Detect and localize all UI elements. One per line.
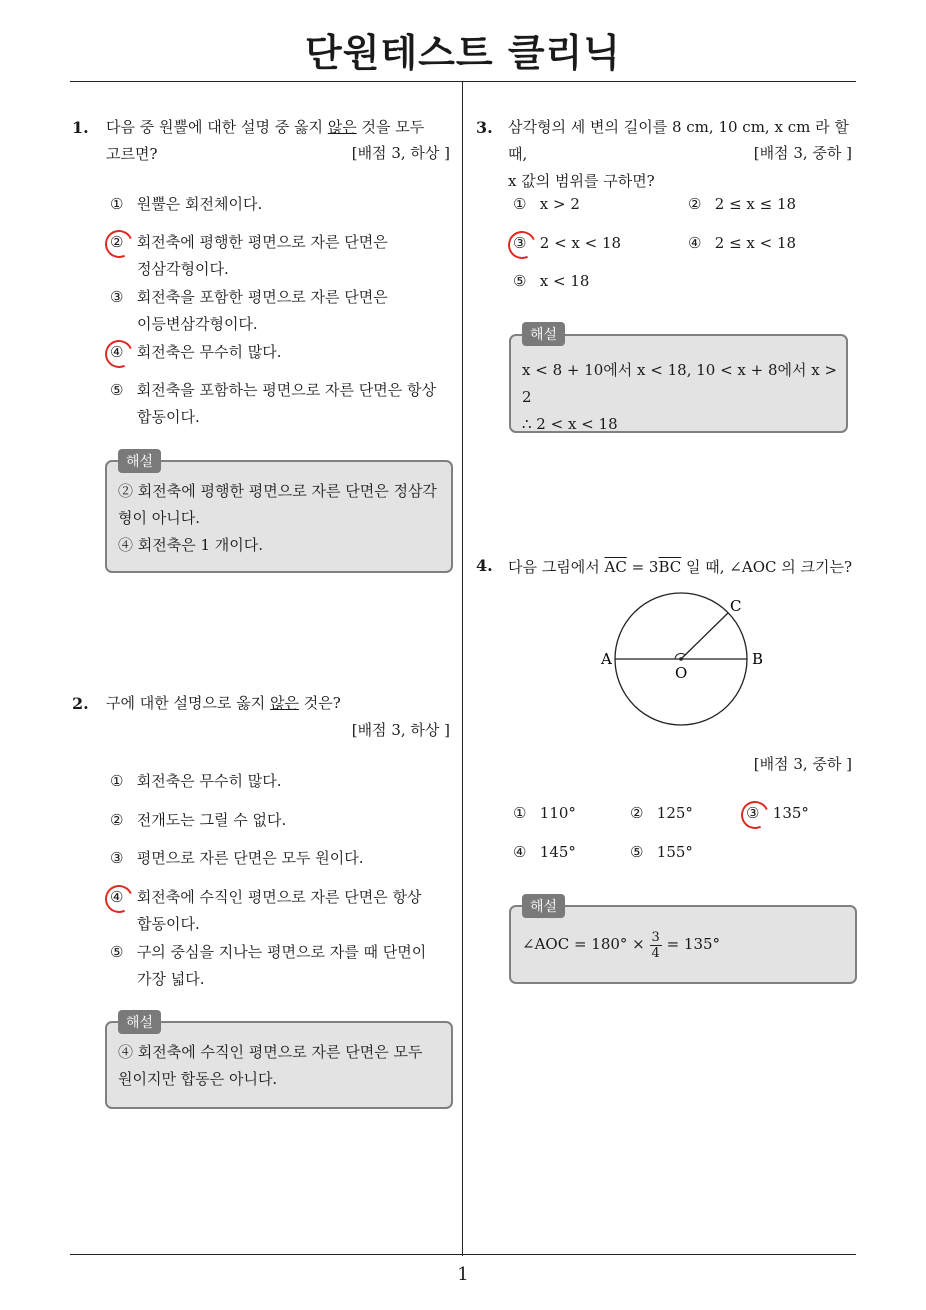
q1-text-pre: 다음 중 원뿔에 대한 설명 중 옳지: [106, 118, 328, 136]
q1-option-1-text: 원뿔은 회전체이다.: [136, 195, 263, 213]
q1-score: [배점 3, 하상 ]: [351, 144, 450, 162]
q4-option-3-text: 135°: [772, 804, 809, 822]
q2-option-3-text: 평면으로 자른 단면은 모두 원이다.: [136, 849, 364, 867]
q4-option-4-mark: ④: [513, 843, 527, 861]
q2-explanation-label: 해설: [118, 1010, 161, 1034]
q2-text-underlined: 않은: [269, 694, 299, 712]
label-a: A: [601, 650, 612, 668]
q4-option-1-text: 110°: [539, 804, 576, 822]
q4-text-eq: = 3: [626, 558, 659, 576]
q1-option-3-mark: ③: [110, 288, 124, 306]
q4-explanation-pre: ∠AOC = 180° ×: [522, 935, 650, 953]
q2-option-2-text: 전개도는 그릴 수 없다.: [136, 811, 287, 829]
q3-explanation-line-2: ∴ 2 < x < 18: [522, 415, 618, 433]
q2-text-pre: 구에 대한 설명으로 옳지: [106, 694, 270, 712]
q3-explanation-label: 해설: [522, 322, 565, 346]
q4-option-2[interactable]: [630, 800, 693, 827]
q3-option-4-text: 2 ≤ x < 18: [714, 234, 797, 252]
q3-option-4[interactable]: [688, 230, 796, 257]
q1-explanation-line-1: ② 회전축에 평행한 평면으로 자른 단면은 정삼각: [118, 482, 437, 500]
q4-arc-ac: $\overline{AC}$: [604, 558, 627, 576]
q4-option-2-mark: ②: [630, 804, 644, 822]
radius-oc: [681, 613, 728, 659]
q4-option-4[interactable]: [513, 839, 576, 866]
q1-option-2[interactable]: [110, 229, 388, 283]
q2-explanation-text: [118, 1039, 448, 1093]
q2-option-1[interactable]: [110, 768, 282, 795]
q3-explanation-text: [522, 357, 842, 438]
q1-text-post: 것을 모두: [356, 118, 425, 136]
q3-text-line2: x 값의 범위를 구하면?: [508, 172, 655, 190]
q1-text-line2: 고르면?: [106, 145, 158, 163]
q2-option-3-mark: ③: [110, 849, 124, 867]
label-b: B: [752, 650, 764, 668]
q1-option-5[interactable]: [110, 377, 436, 431]
q4-arc-bc: $\overline{BC}$: [658, 558, 682, 576]
q3-option-5[interactable]: [513, 268, 589, 295]
q2-option-5-text: 구의 중심을 지나는 평면으로 자를 때 단면이: [136, 943, 427, 961]
q2-option-1-text: 회전축은 무수히 많다.: [136, 772, 282, 790]
q2-option-4-mark: ④: [110, 888, 124, 906]
q4-explanation-fraction: [650, 930, 662, 961]
q3-option-4-mark: ④: [688, 234, 702, 252]
page-number: 1: [457, 1264, 469, 1285]
q3-option-3-mark: ③: [513, 234, 527, 252]
q4-explanation-label: 해설: [522, 894, 565, 918]
q3-option-1-text: x > 2: [539, 195, 580, 213]
q1-option-3[interactable]: [110, 284, 388, 338]
q2-option-2[interactable]: [110, 807, 286, 834]
q3-option-2-mark: ②: [688, 195, 702, 213]
q2-number: 2.: [72, 694, 89, 713]
q1-option-5-text: 회전축을 포함하는 평면으로 자른 단면은 항상: [136, 381, 436, 399]
q4-option-5-mark: ⑤: [630, 843, 644, 861]
top-divider: [70, 81, 856, 82]
q1-option-1[interactable]: [110, 191, 262, 218]
q2-option-1-mark: ①: [110, 772, 124, 790]
label-c: C: [730, 597, 742, 615]
page-title: 단원테스트 클리닉: [305, 31, 621, 75]
q1-option-5-mark: ⑤: [110, 381, 124, 399]
q4-text-pre: 다음 그림에서: [508, 558, 605, 576]
q4-option-4-text: 145°: [539, 843, 576, 861]
q3-option-2-text: 2 ≤ x ≤ 18: [714, 195, 797, 213]
q2-option-4[interactable]: [110, 884, 421, 938]
q1-explanation-line-2: 형이 아니다.: [118, 509, 200, 527]
q3-option-3-text: 2 < x < 18: [539, 234, 622, 252]
q4-score: [배점 3, 중하 ]: [753, 755, 852, 773]
q4-option-1-mark: ①: [513, 804, 527, 822]
q1-explanation-label: 해설: [118, 449, 161, 473]
q2-option-5-text-cont: 가장 넓다.: [137, 970, 205, 988]
q4-option-5[interactable]: [630, 839, 693, 866]
q2-option-2-mark: ②: [110, 811, 124, 829]
q4-fraction-numerator: 3: [651, 929, 660, 945]
q2-option-5[interactable]: [110, 939, 426, 993]
q3-option-1[interactable]: [513, 191, 580, 218]
q3-explanation-line-1: x < 8 + 10에서 x < 18, 10 < x + 8에서 x > 2: [522, 361, 838, 406]
q3-option-1-mark: ①: [513, 195, 527, 213]
q4-option-3-mark: ③: [746, 804, 760, 822]
label-o: O: [675, 664, 688, 682]
q2-option-4-text-cont: 합동이다.: [137, 915, 200, 933]
q3-score: [배점 3, 중하 ]: [753, 144, 852, 162]
q2-explanation-line-2: 원이지만 합동은 아니다.: [118, 1070, 278, 1088]
q4-fraction-denominator: 4: [651, 945, 660, 961]
q4-option-5-text: 155°: [656, 843, 693, 861]
q4-explanation-text: [522, 927, 852, 961]
q2-text-post: 것은?: [298, 694, 341, 712]
q3-number: 3.: [476, 118, 493, 137]
q2-option-5-mark: ⑤: [110, 943, 124, 961]
q4-number: 4.: [476, 556, 493, 575]
q1-explanation-line-3: ④ 회전축은 1 개이다.: [118, 536, 264, 554]
q1-option-3-text-cont: 이등변삼각형이다.: [137, 315, 258, 333]
column-divider: [462, 82, 463, 1256]
q2-option-3[interactable]: [110, 845, 363, 872]
q1-number: 1.: [72, 118, 89, 137]
q4-option-2-text: 125°: [656, 804, 693, 822]
q1-option-2-text: 회전축에 평행한 평면으로 자른 단면은: [136, 233, 388, 251]
q3-text-line1: 삼각형의 세 변의 길이를 8 cm, 10 cm, x cm 라 할 때,: [508, 118, 849, 163]
q3-option-2[interactable]: [688, 191, 796, 218]
q1-text-underlined: 않은: [327, 118, 357, 136]
q2-question-text: [106, 690, 451, 717]
q1-explanation-text: [118, 478, 448, 559]
q1-option-5-text-cont: 합동이다.: [137, 408, 200, 426]
q2-score: [배점 3, 하상 ]: [351, 721, 450, 739]
q1-option-3-text: 회전축을 포함한 평면으로 자른 단면은: [136, 288, 388, 306]
q1-option-4-mark: ④: [110, 343, 124, 361]
q1-option-1-mark: ①: [110, 195, 124, 213]
q3-option-5-mark: ⑤: [513, 272, 527, 290]
q1-option-2-text-cont: 정삼각형이다.: [137, 260, 229, 278]
q1-option-2-mark: ②: [110, 233, 124, 251]
q1-option-4[interactable]: [110, 339, 282, 366]
q4-question-text: [508, 554, 868, 581]
q2-explanation-line-1: ④ 회전축에 수직인 평면으로 자른 단면은 모두: [118, 1043, 423, 1061]
q3-option-5-text: x < 18: [539, 272, 590, 290]
bottom-divider: [70, 1254, 856, 1255]
q4-option-1[interactable]: [513, 800, 576, 827]
q4-text-post: 일 때, ∠AOC 의 크기는?: [681, 558, 853, 576]
q2-option-4-text: 회전축에 수직인 평면으로 자른 단면은 항상: [136, 888, 422, 906]
q4-circle-figure: [590, 585, 780, 740]
center-dot: [679, 657, 683, 661]
q1-option-4-text: 회전축은 무수히 많다.: [136, 343, 282, 361]
q4-explanation-post: = 135°: [661, 935, 721, 953]
